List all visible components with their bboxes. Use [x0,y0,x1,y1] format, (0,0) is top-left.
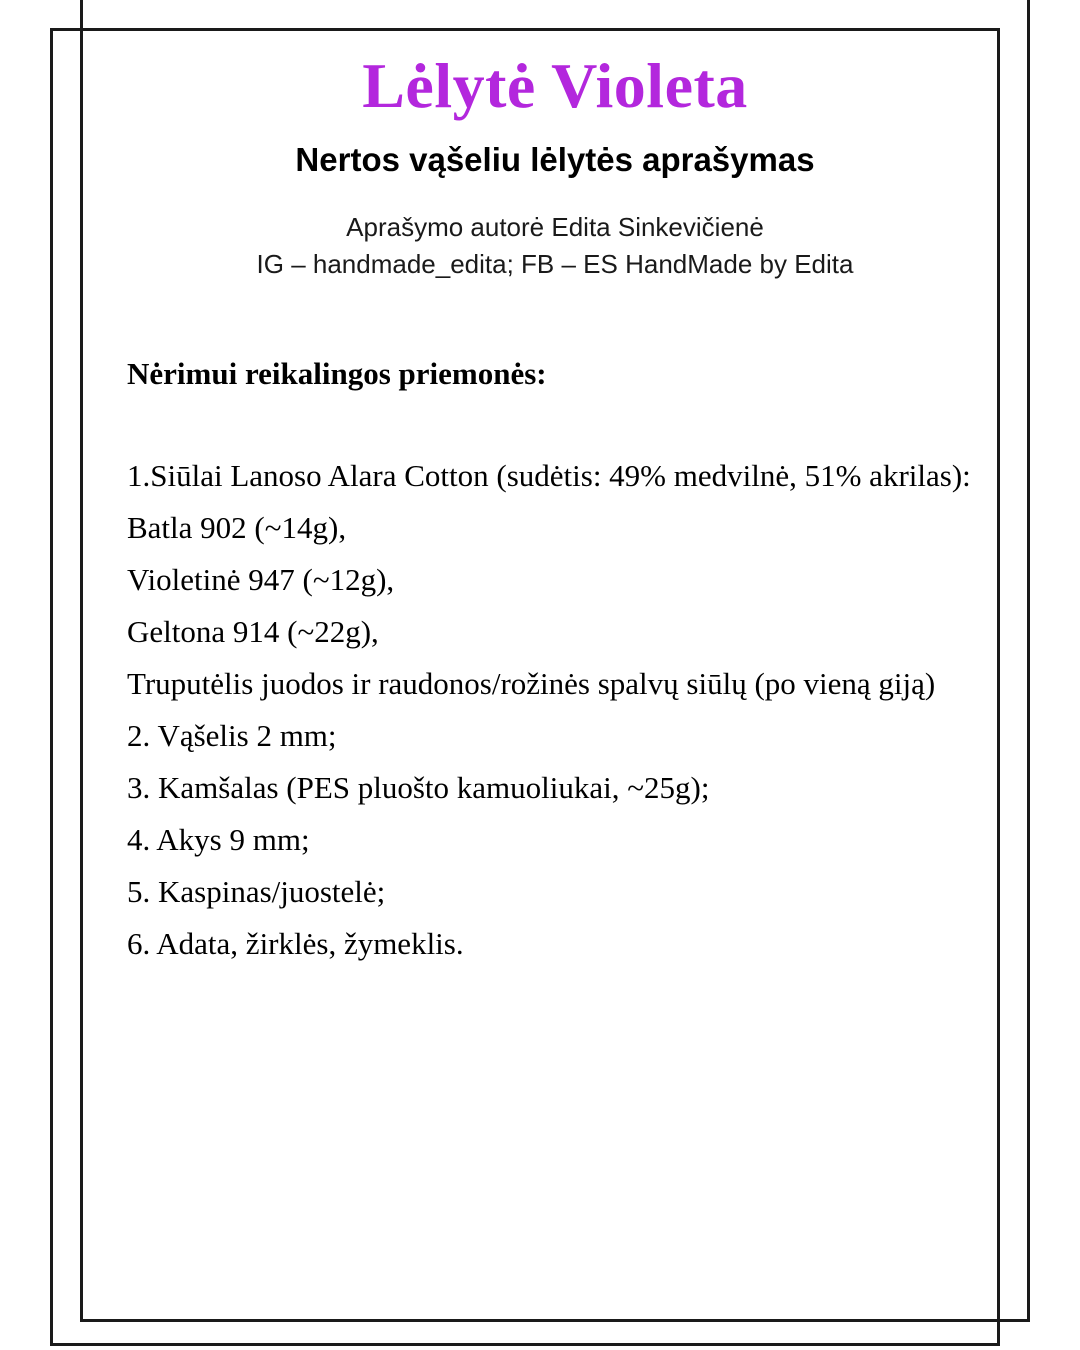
list-item: Batla 902 (~14g), [127,510,347,546]
byline-social: IG – handmade_edita; FB – ES HandMade by Edita [256,249,854,280]
materials-list [106,392,1004,970]
list-item: 2. Vąšelis 2 mm; [127,718,337,754]
section-heading-materials: Nėrimui reikalingos priemonės: [127,355,547,391]
page-subtitle: Nertos vąšeliu lėlytės aprašymas [295,141,815,179]
list-item: Truputėlis juodos ir raudonos/rožinės spalvų siūlų (po vieną giją) [127,666,936,702]
list-item: 1.Siūlai Lanoso Alara Cotton (sudėtis: 49% medvilnė, 51% akrilas): [127,458,971,494]
list-item: Geltona 914 (~22g), [127,614,379,650]
list-item: 4. Akys 9 mm; [127,822,310,858]
page-title: Lėlytė Violeta [362,50,748,121]
document-content [80,0,1030,1322]
list-item: 6. Adata, žirklės, žymeklis. [127,926,464,962]
byline [106,179,1004,283]
list-item: 5. Kaspinas/juostelė; [127,874,386,910]
list-item: 3. Kamšalas (PES pluošto kamuoliukai, ~25g); [127,770,710,806]
list-item: Violetinė 947 (~12g), [127,562,395,598]
byline-author: Aprašymo autorė Edita Sinkevičienė [346,212,764,243]
